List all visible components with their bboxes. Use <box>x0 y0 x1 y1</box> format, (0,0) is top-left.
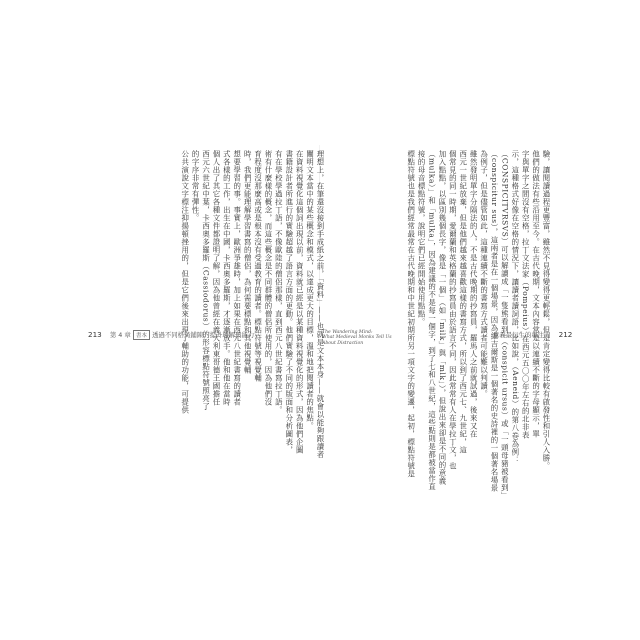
left-page-footer <box>88 330 254 340</box>
text-column: 理想上，在筆還沒接到手成紙之前，「資料」——也就是文本本身——就會以能夠跟讀者 <box>316 150 325 459</box>
text-column: 的字序非常有彈性。 <box>191 150 201 222</box>
text-column: 育程度沒那麼高或是根本沒有受過教育的讀者。標點符號等視覺輔 <box>253 150 263 382</box>
left-running-head-chapter: 第 4 章 <box>109 331 131 339</box>
english-title-line-1: The Wandering Mind: <box>322 330 373 335</box>
text-column: 他們的做法有些沿用至今。在古代晚期，文本內容常是以連續不斷的字母顯示，單 <box>531 150 541 438</box>
text-column: （mulka）」和「mulka」，因為建議的不是每一個字，到了七和八世紀，這些點則是都被當作直 <box>427 150 437 491</box>
left-running-head-badge: 書本 <box>133 330 150 340</box>
text-column: 個常見的同一時期，愛爾蘭和英格蘭的抄寫員由於語言不同，因此常常有人在學拉丁文，也 <box>448 150 458 470</box>
text-column: 字與單字之間沒有空格，拉丁文法家（Pompeius）在西元五〇〇年左右的北非表 <box>521 150 531 439</box>
text-column: 術有什麼樣的概念，而這些概念是不同群體的僧侶所使用的，因為他們沒 <box>263 150 273 406</box>
text-column: 書籍設計者所進行的實驗超越了語言方面的更動。他們實驗了不同的版面和分析圖表， <box>284 150 294 454</box>
text-column: 加入點點，以區別幾個長字，像是「一個」（如「milk」與「mlk」），但說出來卻是不同的意義 <box>437 150 447 486</box>
text-column: 驗，讓閱讀過程更豐富，雖然不見得變得更輕鬆，但是肯定變得比較有啟發性和引人入勝。 <box>542 150 551 470</box>
text-column: 式各樣的工作，出生在中國，卡西奧多羅斯，才逐漸放手。他和他在當時 <box>222 150 232 406</box>
right-page-english-title <box>322 330 392 346</box>
right-page-number: 212 <box>558 330 573 339</box>
right-page-footer <box>493 330 572 339</box>
text-column: 示，這種格式好像在空格的情況下，讓讀者讀詞語，比如說，（Aeneid）的第八卷為例： <box>510 150 520 464</box>
text-column: 西元六世紀中葉，卡西奧多羅斯（Cassiodorus）的形容標點符號照亮了 <box>201 150 211 411</box>
text-column: 為例子，但是儘管如此，這種連續不斷的書寫方式讀者可能難以判讀。 <box>479 150 489 398</box>
text-column: 闡明文本當中的某些概念和模式，以達成更大的目標，溫和地把閱讀者的焦點。 <box>305 150 315 430</box>
right-running-head-title: 意義最衍生的專注力 <box>493 331 551 339</box>
text-column: 西元一世紀放棄，但是他們越來越喜歡這樣的書寫方式，所以到了西元七、九世紀，這 <box>458 150 468 454</box>
text-column: 公共演說文字標注抑揚頓挫用的，但是它們後來出現了輔助的功能，可提供 <box>180 150 190 414</box>
left-page-number: 213 <box>88 330 102 339</box>
text-column: 雖然發明單字分隔法的人，不是古代晚期的抄寫員，羅馬人之前就試過，後來又在 <box>469 150 479 438</box>
left-running-head-title: 透過不同格局鋪陳，提升理解與能力 <box>152 331 255 339</box>
text-column: 想要學習的事。事實上，歐洲爭雄時，加上如果在西元八世紀書寫的讀者 <box>232 150 242 406</box>
english-title-line-3: About Distraction <box>322 340 364 346</box>
text-column: （CONSPICITVRSVS）可以解讀成「一隻熊看到」（conspicit ursus）或「一頭母豬被看到」 <box>500 150 510 500</box>
text-column: 有在學校學過拉丁語，不像歐陸的僧侶那樣，直到西元八世紀書寫拉丁語。 <box>274 150 284 414</box>
text-column: 接的母音標點符號，說明它們已經開始使用點點。 <box>417 150 427 326</box>
text-column: （conspicitur sus），這兩者是在一個場景，因為維吉爾斯是一個著名的史詩裡的一個著名場景 <box>489 150 499 492</box>
english-title-line-2: What Medieval Monks Tell Us <box>322 335 392 341</box>
text-column: 時，我們更能理解學習書寫的僧侶，為何需要標點和其他視覺輔 <box>243 150 253 374</box>
text-column: 在資料視覺化這個詞出現以前，資料就已經是以某種資料視覺化的形式，因為他們企圖 <box>295 150 305 454</box>
text-column: 標點符號也是我們經常最常在古代晚期和中世紀初期所另一項文字的變遷，起初，標點符號是 <box>406 150 416 478</box>
text-column: 個人出了其它各種文件都證明了解，因為他曾經在義大利東哥德王國擔任 <box>211 150 221 406</box>
